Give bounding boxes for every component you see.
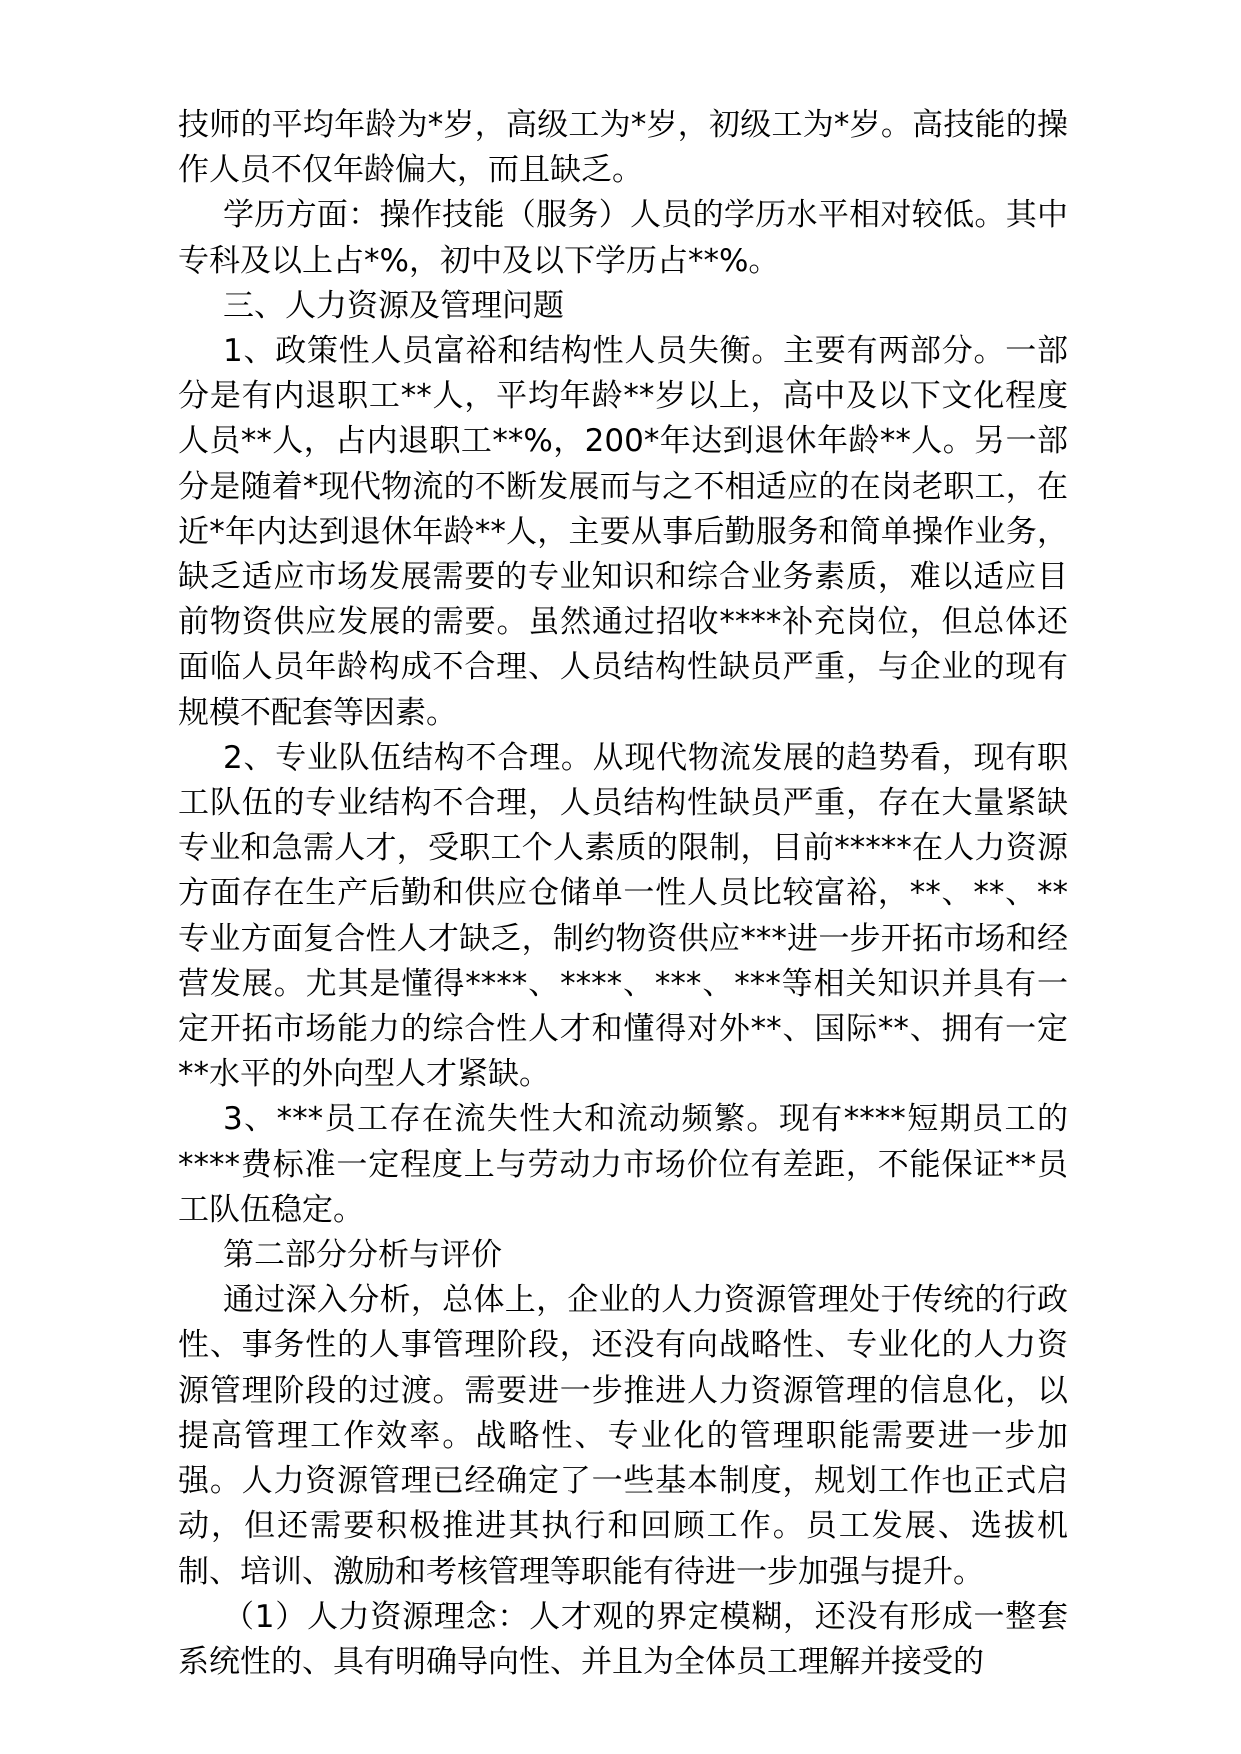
paragraph-education: 学历方面：操作技能（服务）人员的学历水平相对较低。其中专科及以上占*%，初中及以下学历占**%。	[178, 197, 1068, 279]
paragraph-hr-concept: （1）人力资源理念：人才观的界定模糊，还没有形成一整套系统性的、具有明确导向性、并且为全体员工理解并接受的	[178, 1598, 1068, 1680]
section-heading-hr-issues: 三、人力资源及管理问题	[223, 287, 564, 324]
document-page	[178, 103, 1068, 1685]
paragraph-analysis: 通过深入分析，总体上，企业的人力资源管理处于传统的行政性、事务性的人事管理阶段，还没有向战略性、专业化的人力资源管理阶段的过渡。需要进一步推进人力资源管理的信息化，以提高管理工作效率。战略性、专业化的管理职能需要进一步加强。人力资源管理已经确定了一些基本制度，规划工作也正式启动，但还需要积极推进其执行和回顾工作。员工发展、选拔机制、培训、激励和考核管理等职能有待进一步加强与提升。	[178, 1282, 1068, 1590]
paragraph-age-structure: 技师的平均年龄为*岁，高级工为*岁，初级工为*岁。高技能的操作人员不仅年龄偏大，而且缺乏。	[178, 107, 1068, 189]
section-heading-part-two: 第二部分分析与评价	[223, 1237, 502, 1274]
paragraph-issue-2: 2、专业队伍结构不合理。从现代物流发展的趋势看，现有职工队伍的专业结构不合理，人员结构性缺员严重，存在大量紧缺专业和急需人才，受职工个人素质的限制，目前*****在人力资源方面存在生产后勤和供应仓储单一性人员比较富裕，**、**、**专业方面复合性人才缺乏，制约物资供应***进一步开拓市场和经营发展。尤其是懂得****、****、***、***等相关知识并具有一定开拓市场能力的综合性人才和懂得对外**、国际**、拥有一定**水平的外向型人才紧缺。	[178, 739, 1068, 1093]
paragraph-issue-3: 3、***员工存在流失性大和流动频繁。现有****短期员工的****费标准一定程度上与劳动力市场价位有差距，不能保证**员工队伍稳定。	[178, 1101, 1068, 1228]
paragraph-issue-1: 1、政策性人员富裕和结构性人员失衡。主要有两部分。一部分是有内退职工**人，平均年龄**岁以上，高中及以下文化程度人员**人，占内退职工**%，200*年达到退休年龄**人。另一部分是随着*现代物流的不断发展而与之不相适应的在岗老职工，在近*年内达到退休年龄**人，主要从事后勤服务和简单操作业务，缺乏适应市场发展需要的专业知识和综合业务素质，难以适应目前物资供应发展的需要。虽然通过招收****补充岗位，但总体还面临人员年龄构成不合理、人员结构性缺员严重，与企业的现有规模不配套等因素。	[178, 333, 1068, 731]
